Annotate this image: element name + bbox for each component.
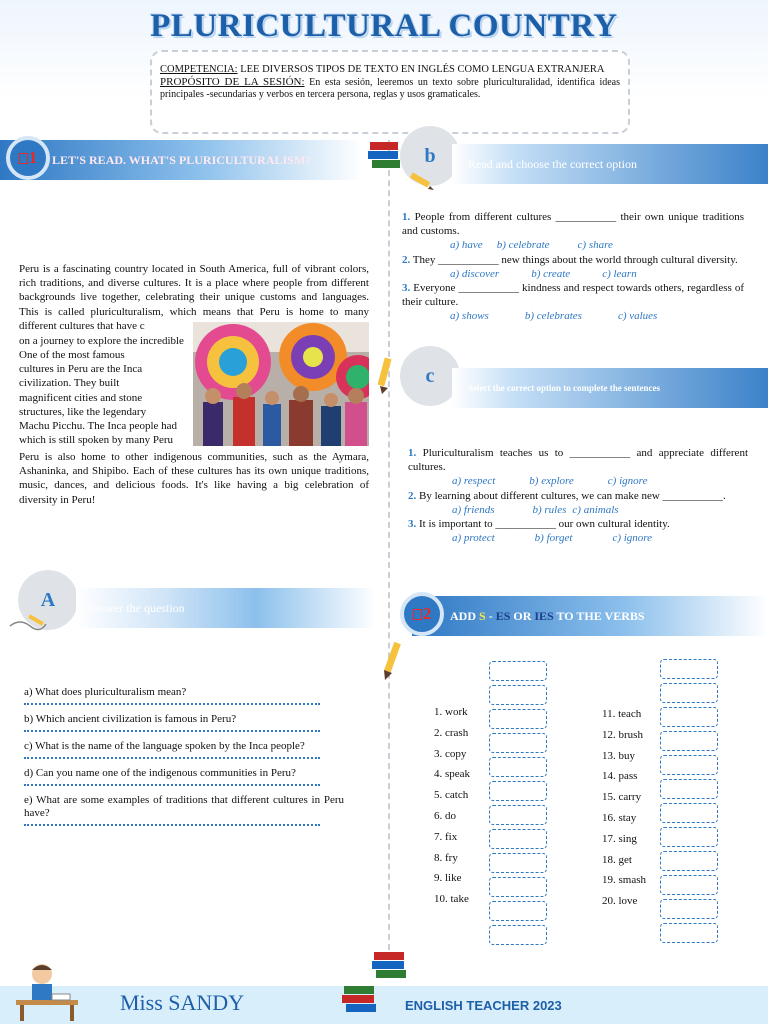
pencil-icon [8, 612, 48, 636]
answer-box[interactable] [660, 707, 718, 727]
answer-line[interactable] [24, 820, 320, 826]
sectionC-item [408, 446, 748, 474]
reading-line: civilization. They built [19, 377, 120, 390]
title-ies: IES [534, 608, 554, 623]
section1-number: 1 [28, 148, 38, 167]
option[interactable]: b) create [531, 267, 571, 280]
reading-line: cultures in Peru are the Inca [19, 363, 143, 376]
festival-photo [193, 322, 369, 446]
sectionC-item [408, 517, 748, 531]
sectionB-items [402, 210, 744, 324]
verb-item: 16. stay [602, 811, 637, 824]
options-row [408, 531, 748, 545]
competencia-label: COMPETENCIA: [160, 64, 238, 75]
item-text: They ___________ new things about the world through cultural diversity. [410, 253, 738, 266]
item-number: 2. [408, 489, 417, 502]
verb-item: 8. fry [434, 851, 458, 864]
sectionC-bubble [400, 346, 460, 406]
item-number: 2. [402, 253, 411, 266]
competencia-text: LEE DIVERSOS TIPOS DE TEXTO EN INGLÉS COMO LENGUA EXTRANJERA [237, 64, 605, 75]
option[interactable]: a) respect [452, 475, 496, 488]
books-icon [366, 138, 404, 174]
option[interactable]: a) shows [450, 310, 489, 323]
proposito-line [160, 76, 620, 101]
answer-boxes-left [489, 661, 547, 945]
section2-number: 2 [422, 604, 432, 623]
options-row [402, 267, 744, 281]
answer-box[interactable] [489, 709, 547, 729]
competencia-line [160, 64, 620, 76]
question: b) Which ancient civilization is famous in Peru? [24, 713, 237, 725]
option[interactable]: c) values [617, 310, 658, 323]
sectionA-bar [76, 588, 376, 628]
verb-item: 10. take [434, 893, 469, 906]
footer [0, 986, 768, 1024]
verb-item: 13. buy [602, 749, 635, 762]
item-text: It is important to ___________ our own cultural identity. [416, 518, 670, 531]
option[interactable]: c) animals [572, 503, 619, 516]
answer-box[interactable] [489, 685, 547, 705]
sectionB-item [402, 210, 744, 238]
verb-item: 3. copy [434, 747, 467, 760]
pencil-icon [374, 356, 396, 396]
option[interactable]: b) forget [534, 532, 573, 545]
question: c) What is the name of the language spoken by the Inca people? [24, 740, 305, 752]
books-icon [368, 950, 410, 984]
answer-boxes-right [660, 659, 718, 943]
answer-box[interactable] [660, 731, 718, 751]
answer-box[interactable] [489, 805, 547, 825]
answer-box[interactable] [489, 733, 547, 753]
verb-item: 11. teach [602, 708, 642, 720]
item-number: 1. [402, 211, 411, 223]
verb-item: 1. work [434, 706, 468, 718]
item-number: 3. [402, 282, 411, 295]
item-text: Pluriculturalism teaches us to ___________ and appreciate different cultures. [408, 447, 748, 474]
proposito-text: En esta sesión, leeremos un texto sobre pluriculturalidad, identifica ideas principales -secundarias y verbos en tercera persona, reglas y usos gramaticales. [160, 77, 620, 100]
item-text: Everyone ___________ kindness and respect towards others, regardless of their culture. [402, 282, 744, 309]
option[interactable]: c) share [577, 239, 613, 252]
option[interactable]: c) learn [602, 267, 637, 280]
reading-paragraph-2 [19, 348, 219, 447]
answer-box[interactable] [660, 659, 718, 679]
answer-box[interactable] [660, 875, 718, 895]
title-part: ADD [450, 608, 479, 623]
sectionC-items [408, 446, 748, 545]
reading-line: structures, like the legendary [19, 405, 147, 418]
title-s: S [479, 608, 486, 623]
reading-line: magnificent cities and stone [19, 391, 143, 404]
question: d) Can you name one of the indigenous communities in Peru? [24, 767, 296, 779]
teacher-role: ENGLISH TEACHER 2023 [405, 998, 562, 1013]
verb-item: 6. do [434, 809, 456, 822]
sectionC-letter: c [425, 364, 435, 387]
answer-box[interactable] [489, 829, 547, 849]
answer-box[interactable] [489, 781, 547, 801]
title-es: ES [495, 608, 511, 623]
section2-title [450, 609, 645, 624]
verb-item: 9. like [434, 872, 462, 885]
section2-bar [412, 596, 768, 636]
pencil-icon [408, 168, 436, 192]
verb-item: 7. fix [434, 830, 458, 843]
option[interactable]: c) ignore [607, 475, 648, 488]
answer-box[interactable] [660, 755, 718, 775]
answer-box[interactable] [660, 827, 718, 847]
options-row [408, 474, 748, 488]
section2-pin [400, 592, 444, 636]
pencil-icon [380, 640, 406, 682]
question: a) What does pluriculturalism mean? [24, 686, 187, 698]
verb-item: 2. crash [434, 726, 469, 739]
sectionC-title: Select the correct option to complete the sentences [468, 383, 661, 393]
teacher-name: Miss SANDY [120, 990, 245, 1015]
answer-box[interactable] [489, 853, 547, 873]
verb-item: 18. get [602, 853, 632, 866]
column-divider [388, 140, 390, 960]
sectionC-bar [452, 368, 768, 408]
sectionB-item [402, 253, 744, 267]
option[interactable]: b) explore [529, 475, 574, 488]
competencia-box [150, 50, 630, 134]
sectionB-letter: b [424, 144, 436, 167]
verb-item: 17. sing [602, 832, 637, 845]
option[interactable]: b) celebrates [524, 310, 582, 323]
section1-title: LET'S READ. WHAT'S PLURICULTURALISM? [52, 152, 312, 167]
item-text: By learning about different cultures, we can make new ___________. [416, 489, 726, 502]
option[interactable]: a) friends [452, 503, 495, 516]
verbs-right [602, 708, 646, 916]
sectionB-bar [452, 144, 768, 184]
reading-text-1: Peru is a fascinating country located in South America, full of vibrant colors, rich traditions, and diverse cultures. It is a place where people from different backgrounds live together, celebrating their unique customs and languages. This is called pluriculturalism, which means that Peru is home to many different cultures that have c [19, 263, 369, 332]
option[interactable]: a) protect [452, 532, 495, 545]
options-row [408, 503, 748, 517]
option[interactable]: b) rules [532, 503, 567, 516]
reading-line: One of the most famous [19, 349, 125, 361]
checkbox-icon [19, 153, 28, 164]
questions-list [24, 686, 344, 826]
sectionC-item [408, 489, 748, 503]
option[interactable]: a) discover [450, 267, 500, 280]
verb-item: 20. love [602, 895, 638, 908]
title-part: TO THE VERBS [553, 608, 645, 623]
options-row [402, 309, 744, 323]
sectionA-letter: A [40, 588, 56, 611]
verb-item: 5. catch [434, 789, 469, 802]
answer-box[interactable] [489, 901, 547, 921]
title-part: OR [510, 608, 535, 623]
item-number: 3. [408, 518, 417, 531]
sectionA-title: Answer the question [86, 600, 185, 615]
verb-item: 14. pass [602, 770, 638, 783]
answer-box[interactable] [489, 661, 547, 681]
item-number: 1. [408, 447, 417, 459]
verb-item: 15. carry [602, 791, 642, 804]
answer-box[interactable] [660, 851, 718, 871]
section1-bar [0, 140, 362, 180]
reading-line: which is still spoken by many Peru [19, 434, 173, 447]
books-icon [338, 982, 382, 1020]
option[interactable]: c) ignore [612, 532, 653, 545]
answer-line[interactable] [24, 726, 320, 732]
answer-line[interactable] [24, 780, 320, 786]
answer-box[interactable] [660, 923, 718, 943]
title-part: - [485, 608, 496, 623]
answer-box[interactable] [489, 757, 547, 777]
sectionB-title: Read and choose the correct option [468, 156, 637, 171]
option[interactable]: a) have [450, 239, 483, 252]
verb-item: 12. brush [602, 728, 643, 741]
student-desk-icon [12, 960, 82, 1022]
answer-box[interactable] [660, 683, 718, 703]
answer-box[interactable] [489, 877, 547, 897]
verb-item: 4. speak [434, 768, 471, 781]
answer-box[interactable] [660, 803, 718, 823]
reading-paragraph-1b: on a journey to explore the incredible [19, 335, 184, 347]
answer-box[interactable] [660, 779, 718, 799]
verb-item: 19. smash [602, 874, 646, 887]
item-text: People from different cultures ___________ their own unique traditions and customs. [402, 211, 744, 238]
proposito-label: PROPÓSITO DE LA SESIÓN: [160, 76, 305, 88]
answer-box[interactable] [489, 925, 547, 945]
reading-line: Machu Picchu. The Inca people had [19, 420, 178, 433]
verbs-left [434, 706, 470, 914]
page-title: PLURICULTURAL COUNTRY [150, 8, 618, 44]
answer-box[interactable] [660, 899, 718, 919]
answer-line[interactable] [24, 699, 320, 705]
sectionB-item [402, 281, 744, 309]
answer-line[interactable] [24, 753, 320, 759]
option[interactable]: b) celebrate [496, 239, 550, 252]
options-row [402, 238, 744, 252]
reading-paragraph-3: Peru is also home to other indigenous communities, such as the Aymara, Ashaninka, and Shipibo. Each of these cultures has its own unique traditions, music, dances, and delicious foods. It's like having a big celebration of diversity in Peru! [19, 451, 369, 506]
checkbox-icon [413, 609, 422, 620]
section1-pin [6, 136, 50, 180]
question: e) What are some examples of traditions that different cultures in Peru have? [24, 794, 344, 819]
